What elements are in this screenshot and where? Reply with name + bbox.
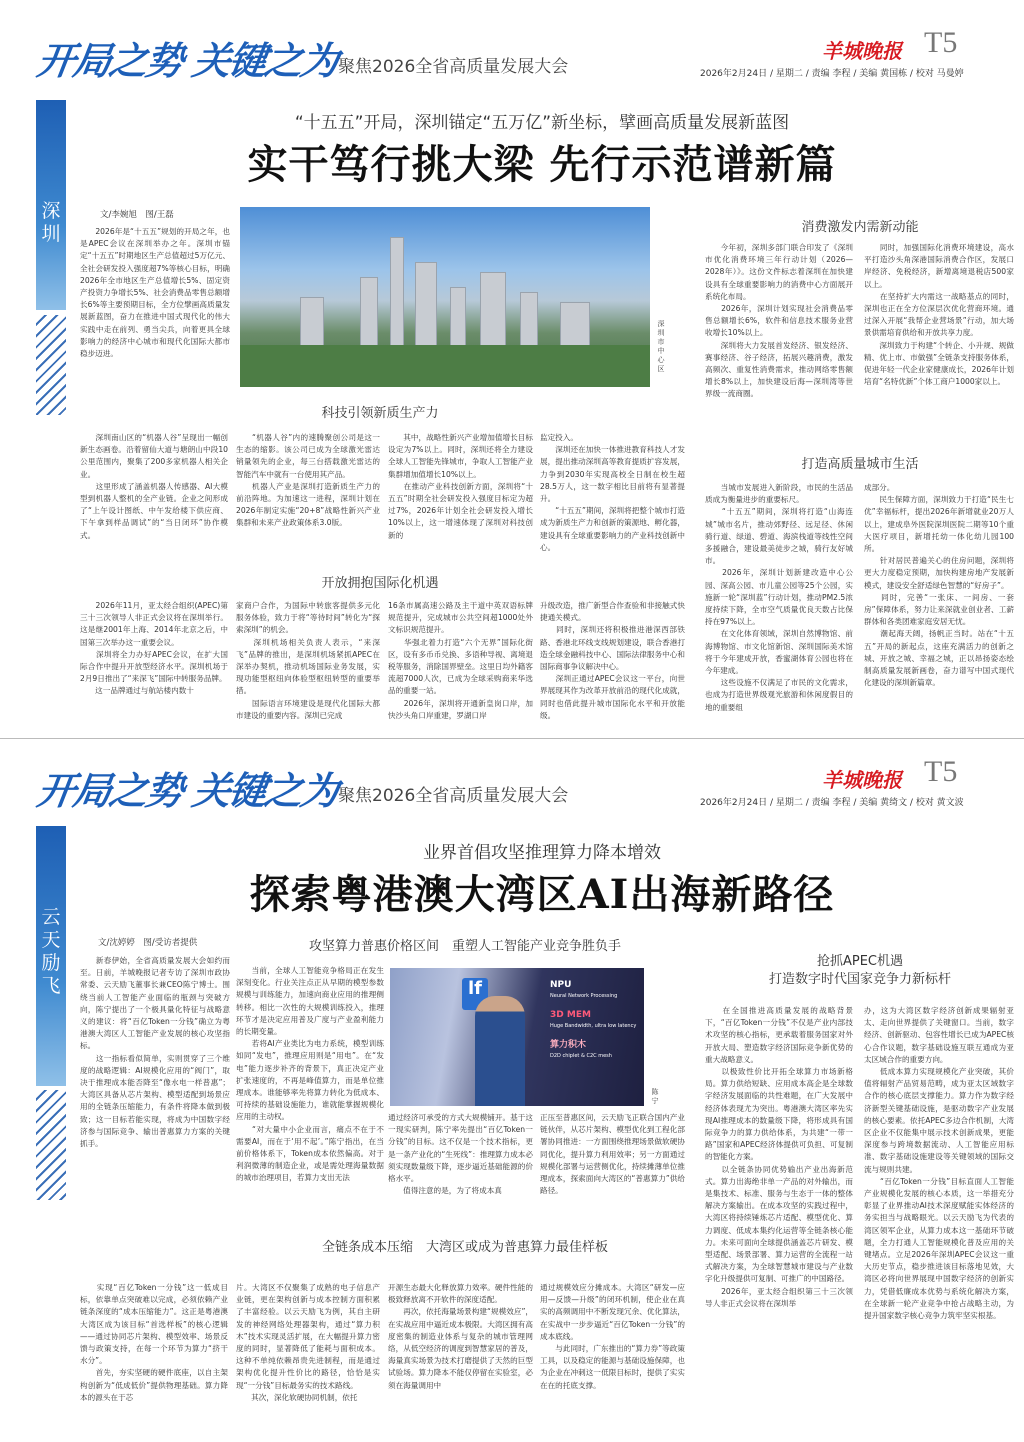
article-column: 今年初，深圳多部门联合印发了《深圳市优化消费环境三年行动计划（2026—2028年）》。这份文件标志着深圳在加快建设具有全球重要影响力的消费中心方面展开系统化布局。 2026年，深圳计划实现社会消费品零售总额增长6%，软件和信息技术服务业营收增长10%以上。 深圳将大力发展首发经济、银发经济、赛事经济、谷子经济，拓展兴趣消费，激发高频次、重复性消费需求，推动网络零售额增长8%以上，加快建设后海—深圳湾等世界级一流商圈。 (705, 243, 853, 399)
article-column: 监定投入。 深圳还在加快一体推进教育科技人才发展，提出推动深圳高等教育提质扩容发展，力争到2030年实现高校全日制在校生超28.5万人，这一数字相比目前将有显著提升。 “十五五”期间，深圳将把整个城市打造成为新质生产力和创新的策源地、孵化器，建设具有全球重要影响力的产业科技创新中心。 (540, 433, 685, 552)
slide-line: 3D MEM (550, 1010, 591, 1020)
photo-caption: 陈宁 (651, 1088, 659, 1106)
page-meta: 2026年2月24日 / 星期二 / 责编 李程 / 美编 黄国栋 / 校对 马曼婷 (700, 69, 964, 79)
article-column: 在全国推进高质量发展的战略背景下，“百亿Token一分钱”不仅是产业内部技术攻坚的核心指标，更承载着服务国家对外开放大局、塑造数字经济国际竞争新优势的重大战略意义。 以极致性价比开拓全球算力市场新格局。算力供给短缺、应用成本高企是全球数字经济发展面临的共性难题，在广大发展中经济体表现尤为突出。粤港澳大湾区率先实现AI推理成本的数量级下降，将形成具有国际竞争力的算力供给体系，为共建“一带一路”国家和APEC经济体提供可负担、可复制的智能化方案。 以全链条协同优势输出产业出海新范式。算力出海绝非单一产品的对外输出，而是集技术、标准、服务与生态于一体的整体解决方案输出。在成本攻坚的实践过程中，大湾区将持续锤炼芯片适配、模型优化、算力调度、低成本集约化运营等全链条核心能力。未来可面向全球提供涵盖芯片研发、模型适配、场景部署、算力运营的全流程一站式解决方案，为全球智慧城市建设与产业数字化升级提供可复制、可推广的中国路径。 2026年，亚太经合组织第三十三次领导人非正式会议将在深圳举 (705, 1006, 853, 1308)
slide-subline: Neural Network Processing (550, 993, 618, 999)
byline: 文/李婉旭 图/王磊 (100, 210, 174, 220)
page-meta: 2026年2月24日 / 星期二 / 责编 李程 / 美编 黄绮文 / 校对 黄文波 (700, 798, 964, 808)
section-title: 抢抓APEC机遇 (816, 954, 904, 969)
intro-text: 新春伊始，全省高质量发展大会如约而至。日前，羊城晚报记者专访了深圳市政协常委、云天励飞董事长兼CEO陈宁博士。围绕当前人工智能产业面临的瓶颈与突破方向，陈宁提出了一个极具量化特征与战略意义的建议：将“百亿Token一分钱”确立为粤港澳大湾区人工智能产业发展的核心攻坚指标。 这一指标看似简单，实则贯穿了三个维度的战略逻辑：AI规模化应用的“阀门”，取决于推理成本能否降至“像水电一样普惠”；大湾区具备从芯片架构、模型适配到场景应用的全链条压缩能力，有条件将降本做到极致；这一目标若能实现，将成为中国数字经济参与国际竞争、输出普惠算力方案的关键抓手。 (80, 956, 230, 1149)
article-column: 办，这为大湾区数字经济创新成果辐射亚太、走向世界提供了关键窗口。当前，数字经济、创新驱动、包容性增长已成为APEC核心合作议题，数字基础设施互联互通成为亚太区域合作的重要方向。 低成本算力实现规模化产业突破，其价值将辐射产品贸易范畴，成为亚太区域数字合作的核心底层支撑能力。算力作为数字经济新型关键基础设施，是驱动数字产业发展的核心要素。依托APEC多边合作机制，大湾区企业不仅能集中展示技术创新成果，更能深度参与跨境数据流动、人工智能应用标准、数字基础设施建设等关键领域的国际交流与规则共建。 “百亿Token一分钱”目标直面人工智能产业规模化发展的核心本质，这一举措充分彰显了业界推动AI技术深度赋能实体经济的务实担当与战略眼光。以云天励飞为代表的湾区领军企业，从算力成本这一基础环节破题，全力打通人工智能规模化普及应用的关键堵点。立足2026年深圳APEC会议这一重大历史节点，稳步推进该目标落地见效，大湾区必将向世界展现中国数字经济的创新实力，凭借低廉成本优势与系统化解决方案，在全球新一轮产业竞争中抢占战略主动，为提升国家数字核心竞争力筑牢坚实根基。 (864, 1006, 1014, 1321)
byline: 文/沈婷婷 图/受访者提供 (98, 938, 198, 948)
article-column: 通过规模效应分摊成本。大湾区“研发—应用—反馈—升级”的闭环机制，使企业在真实的高频调用中不断发现冗余、优化算法，在实战中一步步逼近“百亿Token一分钱”的成本底线。 与此同时，广东推出的“算力券”等政策工具，以及稳定的能源与基础设施保障，也为企业在冲刺这一低限目标时，提供了实实在在的托底支撑。 (540, 1283, 685, 1390)
article-column: 家商户合作，为国际中转旅客提供多元化服务体验，致力于将“等待时间”转化为“探索深圳”的机会。 深圳机场相关负责人表示，“来深飞”品牌的推出，是深圳机场紧抓APEC在深举办契机，推动机场国际业务发展，实现功能型枢纽向体验型枢纽转型的重要举措。 国际语言环境建设是现代化国际大都市建设的重要内容。深圳已完成 (236, 601, 380, 720)
city-skyline-photo (240, 207, 650, 387)
article-column: 成部分。 民生保障方面，深圳致力于打造“民生七优”幸福标杆，提出2026年新增就业20万人以上，建成阜外医院深圳医院二期等10个重大医疗项目，新增托幼一体化幼儿园100所。 针对居民普遍关心的住房问题，深圳将更大力度稳定预期，加快构建房地产发展新模式，建设安全舒适绿色智慧的“好房子”。 同时，完善“一张床、一间房、一套房”保障体系，努力让来深就业创业者、工薪群体和各类团难家庭安居无忧。 潮起海天阔，扬帆正当时。站在“十五五”开局的新起点，这座充满活力的创新之城、开放之城、幸福之城，正以昂扬姿态绘制高质量发展新画卷，奋力谱写中国式现代化建设的深圳新篇章。 (864, 483, 1014, 688)
article-column: “机器人谷”内的速腾聚创公司是这一生态的缩影。该公司已成为全球激光雷达销量领先的企业，每三台搭载激光雷达的智能汽车中就有一台使用其产品。 机器人产业是深圳打造新质生产力的前沿阵地。为加速这一进程，深圳计划在2026年制定实施“20+8”战略性新兴产业集群和未来产业政策体系3.0版。 (236, 433, 380, 528)
newspaper-logo: 羊城晚报 (822, 768, 902, 792)
article-column: 通过经济可承受的方式大规模铺开。基于这一现实研判，陈宁率先提出“百亿Token一分钱”的目标。这不仅是一个技术指标，更是一条产业化的“生死线”：推理算力成本必须实现数量级下降，逐步逼近基础能源的价格水平。 值得注意的是，为了将成本真 (388, 1113, 533, 1196)
hatch-decoration (36, 315, 66, 415)
article-column: 正压至普惠区间，云天励飞正联合国内产业链伙伴，从芯片架构、模型优化到工程化部署协同推进：一方面围绕推理场景做软硬协同优化，提升算力利用效率；另一方面通过规模化部署与运营侧优化，持续摊薄单位推理成本，探索面向大湾区的“普惠算力”供给路径。 (540, 1113, 685, 1196)
speaker-figure (475, 996, 525, 1106)
section-title: 开放拥抱国际化机遇 (321, 576, 439, 591)
article-column: 升级改造，推广新型合作查验和非接触式快捷通关模式。 同时，深圳还将积极推进港深西部铁路、香港北环线支线规划建设，联合香港打造全球金融科技中心、国际法律服务中心和国际商事争议解决中心。 深圳正通过APEC会议这一平台，向世界展现其作为改革开放前沿的现代化成就，同时也借此提升城市国际化水平和开放能级。 (540, 601, 685, 720)
strip-label: 云天励飞 (41, 906, 61, 997)
column-focus-title: 聚焦2026全省高质量发展大会 (338, 57, 569, 77)
section-title: 科技引领新质生产力 (321, 406, 439, 421)
article-column: 2026年11月，亚太经合组织(APEC)第三十三次领导人非正式会议将在深圳举行。这是继2001年上海、2014年北京之后，中国第三次举办这一重要会议。 深圳将全力办好APEC会议，在扩大国际合作中提升开放型经济水平。深圳机场于2月9日推出了“来深飞”国际中转服务品牌。 这一品牌通过与航站楼内数十 (80, 601, 228, 696)
section-title: 消费激发内需新动能 (801, 220, 919, 235)
column-focus-title: 聚焦2026全省高质量发展大会 (338, 786, 569, 806)
article-column: 实现“百亿Token一分钱”这一低成目标，依靠单点突破难以完成，必须依赖产业链条深度的“成本压缩能力”。这正是粤港澳大湾区成为该目标“首选样板”的核心逻辑——通过协同芯片架构、模型效率、场景反馈与政策支持，在每一个环节为算力“挤干水分”。 首先，夯实坚硬的硬件底座，以自主架构创新为“低成低价”提供物理基础。算力降本的源头在于芯 (80, 1283, 228, 1402)
page-number: T5 (924, 755, 958, 788)
slide-subline: Huge Bandwidth, ultra low latency (550, 1023, 637, 1029)
kicker: 业界首倡攻坚推理算力降本增效 (423, 843, 661, 863)
article-column: 16条市属高速公路及主干道中英双语标牌规范提升，完成城市公共空间超1000处外文标识规范提升。 华强北着力打造“六个无界”国际化街区，设有多币币兑换、多语种导视、离境退税等服务，消除国界壁垒。这里日均外籍客流超7000人次，已成为全球采购商来华选品的重要一站。 2026年，深圳将开通新皇岗口岸，加快沙头角口岸重建，罗湖口岸 (388, 601, 533, 720)
article-column: 同时，加强国际化消费环境建设，高水平打造沙头角深港国际消费合作区，发展口岸经济、免税经济，新增离境退税店500家以上。 在坚持扩大内需这一战略基点的同时，深圳也正在全方位深层次优化营商环境。通过深入开展“我帮企业营场景”行动，加大场景供需培育供给和开放共享力度。 深圳致力于构建“个转企、小升规、规做精、优上市、市做强”全链条支持服务体系，促进年轻一代企业家健康成长，2026年计划培育“名特优新”个体工商户1000家以上。 (864, 243, 1014, 387)
page-divider (0, 738, 1024, 739)
headline: 实干笃行挑大梁 先行示范谱新篇 (247, 141, 837, 188)
article-column: 其中，战略性新兴产业增加值增长目标设定为7%以上。同时，深圳还将全力建设全球人工智能先锋城市，争取人工智能产业集群增加值增长10%以上。 在推动产业科技创新方面，深圳将“十五五”时期全社会研发投入强度目标定为超过7%，2026年计划全社会研发投入增长10%以上，这一增速体现了深圳对科技创新的 (388, 433, 533, 540)
article-column: 当前，全球人工智能竞争格局正在发生深刻变化。行业关注点正从早期的模型参数规模与训练能力，加速向商业应用的推理侧转移。相比一次性的大规模训练投入，推理环节才是决定应用普及广度与产业盈利能力的长期变量。 若将AI产业类比为电力系统，模型训练如同“发电”，推理应用则是“用电”。在“发电”能力逐步补齐的背景下，真正决定产业扩张速度的，不再是峰值算力，而是单位推理成本。谁能够率先将算力转化为低成本、可持续的基础设施能力，谁就能掌握规模化应用的主动权。 “对大量中小企业而言，痛点不在于不需要AI，而在于‘用不起’。”陈宁指出，在当前价格体系下，Token成本依然偏高。对于利润微薄的制造企业，或是需处理海量数据的城市治理项目，若算力支出无法 (236, 966, 384, 1183)
column-brand-title: 开局之势 关键之为 (34, 38, 340, 83)
article-column: 当城市发展进入新阶段，市民的生活品质成为衡量进步的重要标尺。 “十五五”期间，深圳将打造“山海连城”城市名片，推动郊野径、远足径、休闲骑行道、绿道、碧道、海滨栈道等线性空间多援融合，建设最美徒步之城，骑行友好城市。 2026年，深圳计划新建改造中心公园、深高公园、市儿童公园等25个公园，实施新一轮“深圳蓝”行动计划，推动PM2.5浓度持续下降，全市空气质量优良天数占比保持在97%以上。 在文化体育领域，深圳自然博物馆、前海博物馆、市文化馆新馆、深圳国际美术馆将于今年建成开放，香蜜湖体育公园也将在今年建成。 这些设施不仅满足了市民的文化需求，也成为打造世界级观光旅游和休闲度假目的地的重要组 (705, 483, 853, 712)
section-title: 打造高质量城市生活 (801, 457, 919, 472)
kicker: “十五五”开局，深圳锚定“五万亿”新坐标，擘画高质量发展新蓝图 (294, 113, 790, 133)
photo-caption: 深圳市中心区 (657, 320, 665, 374)
article-column: 开源生态最大化释放算力效率。硬件性能的极致释放离不开软件的深度适配。 再次，依托海量场景构建“规模效应”，在实战应用中逼近成本极限。大湾区拥有高度密集的制造业体系与复杂的城市管理网络，从低空经济的调度到智慧家居的普及，海量真实场景为技术打磨提供了天然的巨型试验场。算力降本不能仅停留在实验室，必须在海量调用中 (388, 1283, 533, 1390)
speaker-photo (390, 968, 644, 1106)
hatch-decoration (36, 1090, 66, 1200)
slide-subline: D2D chiplet & C2C mesh (550, 1053, 612, 1059)
article-column: 深圳南山区的“机器人谷”呈现出一幅创新生态画卷。沿着留仙大道与塘朗山中段10公里范围内，聚集了200多家机器人相关企业。 这里形成了涵盖机器人传感器、AI大模型到机器人整机的全产业链。企业之间形成了“上午设计图纸、中午发给楼下供应商、下午拿到样品调试”的“当日闭环”协作模式。 (80, 433, 228, 540)
strip-label: 深圳 (41, 200, 61, 245)
headline: 探索粤港澳大湾区AI出海新路径 (249, 871, 835, 918)
company-logo: lf (462, 978, 488, 1010)
section-title: 全链条成本压缩 大湾区或成为普惠算力最佳样板 (321, 1240, 608, 1255)
page-number: T5 (924, 26, 958, 59)
slide-line: 算力积木 (550, 1040, 587, 1050)
section-subtitle: 打造数字时代国家竞争力新标杆 (768, 972, 951, 987)
intro-text: 2026年是“十五五”规划的开局之年，也是APEC会议在深圳举办之年。深圳市锚定“十五五”时期地区生产总值超过5万亿元、全社会研发投入强度超7%等核心目标，明确2026年全市地区生产总值增长5%、固定资产投资力争增长5%、社会消费品零售总额增长6%等主要预期目标，全方位擘画高质量发展新蓝图，奋力在推进中国式现代化的伟大实践中走在前列、勇当尖兵，向着更具全球影响力的经济中心城市和现代化国际大都市稳步迈进。 (80, 227, 230, 359)
article-column: 片。大湾区不仅聚集了成熟的电子信息产业链，更在架构创新与成本控制方面积累了丰富经验。以云天励飞为例，其自主研发的神经网络处理器架构，通过“算力积木”技术实现灵活扩展，在大幅提升算力密度的同时，显著降低了能耗与面积成本。这种不单纯依赖昂贵先进制程，而是通过架构优化提升性价比的路径，恰恰是实现“一分钱”目标最务实的技术路线。 其次，深化软硬协同机制，依托 (236, 1283, 380, 1402)
newspaper-logo: 羊城晚报 (822, 39, 902, 63)
slide-line: NPU (550, 980, 572, 990)
section-title: 攻坚算力普惠价格区间 重塑人工智能产业竞争胜负手 (308, 939, 621, 954)
column-brand-title: 开局之势 关键之为 (34, 768, 340, 813)
